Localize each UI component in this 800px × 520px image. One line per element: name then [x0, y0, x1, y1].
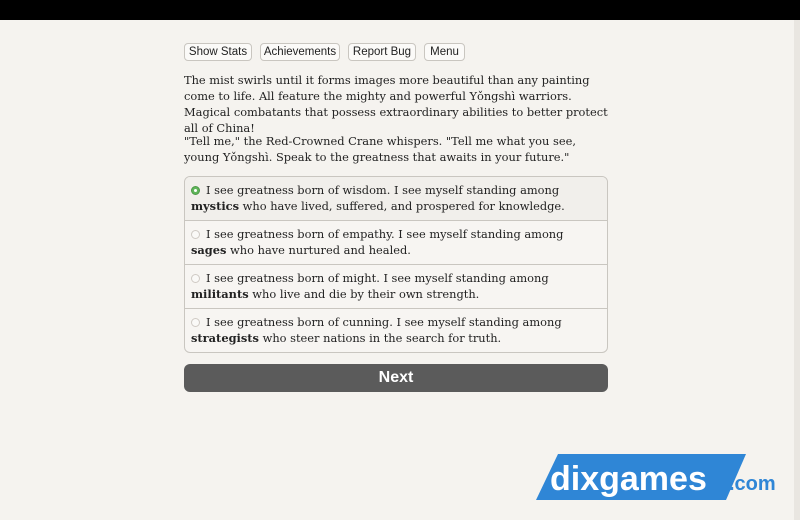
next-button[interactable]: Next [184, 364, 608, 392]
choice-text: I see greatness born of empathy. I see myself standing among [206, 227, 564, 241]
menu-button[interactable]: Menu [424, 43, 465, 61]
scrollbar-track[interactable] [794, 20, 800, 520]
radio-icon[interactable] [191, 230, 200, 239]
story-paragraph-2: "Tell me," the Red-Crowned Crane whispers. "Tell me what you see, young Yǒngshì. Speak to the greatness that awaits in your future." [184, 134, 576, 164]
show-stats-button[interactable]: Show Stats [184, 43, 252, 61]
choice-text: I see greatness born of wisdom. I see myself standing among [206, 183, 560, 197]
choice-keyword: mystics [191, 199, 240, 213]
choice-option-mystics[interactable] [185, 177, 607, 221]
choice-option-militants[interactable] [185, 265, 607, 309]
radio-selected-icon[interactable] [191, 186, 200, 195]
choice-keyword: militants [191, 287, 249, 301]
choice-text: who have lived, suffered, and prospered for knowledge. [239, 199, 565, 213]
report-bug-button[interactable]: Report Bug [348, 43, 416, 61]
window-top-bar [0, 0, 800, 20]
choice-text: I see greatness born of cunning. I see myself standing among [206, 315, 562, 329]
choice-option-strategists[interactable] [185, 309, 607, 353]
choice-text: who have nurtured and healed. [226, 243, 411, 257]
watermark-name: dixgames [550, 460, 707, 498]
choice-text: I see greatness born of might. I see myself standing among [206, 271, 549, 285]
choice-keyword: sages [191, 243, 227, 257]
radio-icon[interactable] [191, 274, 200, 283]
watermark-tld: .com [729, 473, 776, 495]
choice-text: who live and die by their own strength. [248, 287, 480, 301]
dixgames-watermark-logo [536, 452, 786, 502]
choice-list [184, 176, 608, 353]
choice-text: who steer nations in the search for truth. [258, 331, 502, 345]
achievements-button[interactable]: Achievements [260, 43, 340, 61]
radio-icon[interactable] [191, 318, 200, 327]
choice-option-sages[interactable] [185, 221, 607, 265]
story-paragraph-1: The mist swirls until it forms images more beautiful than any painting come to life. All feature the mighty and powerful Yǒngshì warriors. Magical combatants that possess extraordinary abilities to better protect all of China! [184, 73, 608, 135]
choice-keyword: strategists [191, 331, 259, 345]
